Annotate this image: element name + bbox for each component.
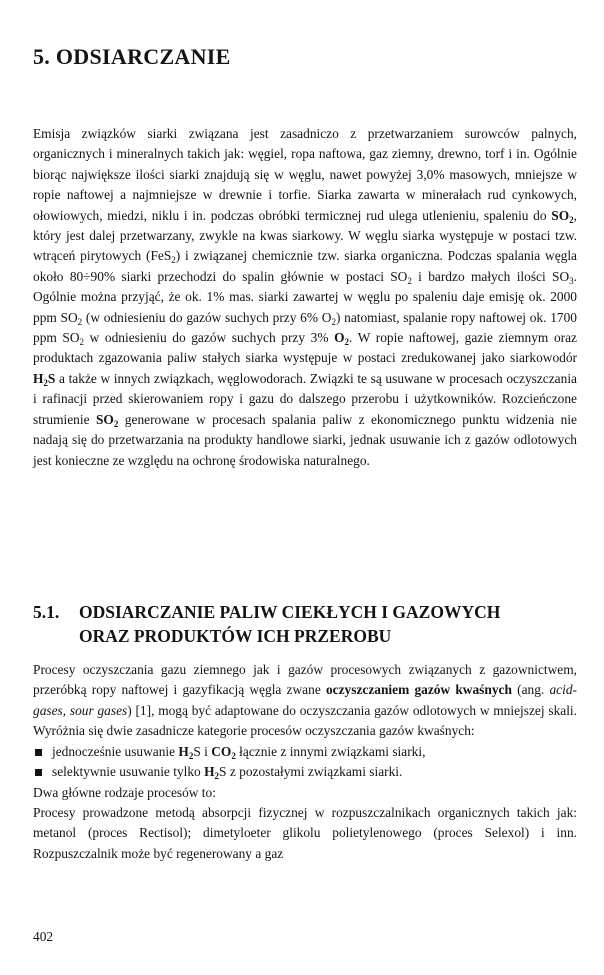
process-types-line: Dwa główne rodzaje procesów to: (33, 785, 216, 800)
section-title (33, 600, 577, 648)
intro-paragraph: Emisja związków siarki związana jest zasadniczo z przetwarzaniem surowców palnych, organicznych i mineralnych takich jak: węgiel, ropa naftowa, gaz ziemny, drewno, torf i in. Ogólnie biorąc największe ilości siarki znajdują się w węglu, nawet powyżej 3,0% masowych, mniejsze w ropie naftowej a najmniejsze w drewnie i torfie. Siarka zawarta w minerałach rud cynkowych, ołowiowych, miedzi, niklu i in. podczas obróbki termicznej rud ulega utlenieniu, spaleniu do $SO_2$, który jest dalej przetwarzany, zwykle na kwas siarkowy. W węglu siarka występuje w postaci tzw. wtrąceń pirytowych (FeS$_2$) i związanej chemicznie tzw. siarka organiczna. Podczas spalania węgla około 80÷90% siarki przechodzi do spalin głównie w postaci $SO_2$ i bardzo małych ilości $SO_3$. Ogólnie można przyjąć, że ok. 1% mas. siarki zawartej w węglu po spaleniu daje emisję ok. 2000 ppm $SO_2$ (w odniesieniu do gazów suchych przy 6% $O_2$) natomiast, spalanie ropy naftowej ok. 1700 ppm $SO_2$ w odniesieniu do gazów suchych przy 3% $O_2$. W ropie naftowej, gazie ziemnym oraz produktach zgazowania paliw stałych siarka występuje w postaci zredukowanej jako siarkowodór $H_2S$ a także w innych związkach, węglowodorach. Związki te są usuwane w procesach oczyszczania i rafinacji przed skierowaniem ropy i gazu do dalszego przerobu i użytkowników. Rozcieńczone strumienie $SO_2$ generowane w procesach spalania paliw z ekonomicznego punktu widzenia nie nadają się do przetwarzania na produkty handlowe siarki, jednak usuwanie ich z gazów odlotowych jest konieczne ze względu na ochronę środowiska naturalnego. (33, 126, 578, 468)
process-description-paragraph: Procesy prowadzone metodą absorpcji fizycznej w rozpuszczalnikach organicznych takich jak: metanol (proces Rectisol); dimetyloeter glikolu polietylenowego (proces Selexol) i inn. Rozpuszczalnik może być regenerowany a gaz (33, 805, 577, 861)
bullet-list (33, 742, 577, 783)
chapter-title: 5. ODSIARCZANIE (33, 44, 231, 69)
list-item: selektywnie usuwanie tylko $H_2S$ z pozostałymi związkami siarki. (33, 762, 577, 782)
term-english: acid-gases, sour gases (33, 682, 577, 718)
section-title-line2: ORAZ PRODUKTÓW ICH PRZEROBU (79, 626, 392, 646)
document-page (33, 0, 577, 975)
bullet-square-icon (35, 769, 42, 776)
list-item: jednocześnie usuwanie $H_2S$ i $CO_2$ łącznie z innymi związkami siarki, (33, 742, 577, 762)
page-number: 402 (33, 929, 54, 944)
bullet-square-icon (35, 749, 42, 756)
term-bold: oczyszczaniem gazów kwaśnych (325, 682, 512, 698)
section-paragraph: Procesy oczyszczania gazu ziemnego jak i gazów procesowych związanych z gazownictwem, przeróbką ropy naftowej i gazyfikacją węgla zwane oczyszczaniem gazów kwaśnych (ang. acid-gases, sour gases) [1], mogą być adaptowane do oczyszczania gazów odlotowych w mniejszej skali. Wyróżnia się dwie zasadnicze kategorie procesów oczyszczania gazów kwaśnych: (33, 662, 577, 739)
section-number: 5.1. (33, 602, 60, 622)
section-title-line1: ODSIARCZANIE PALIW CIEKŁYCH I GAZOWYCH (79, 602, 501, 622)
